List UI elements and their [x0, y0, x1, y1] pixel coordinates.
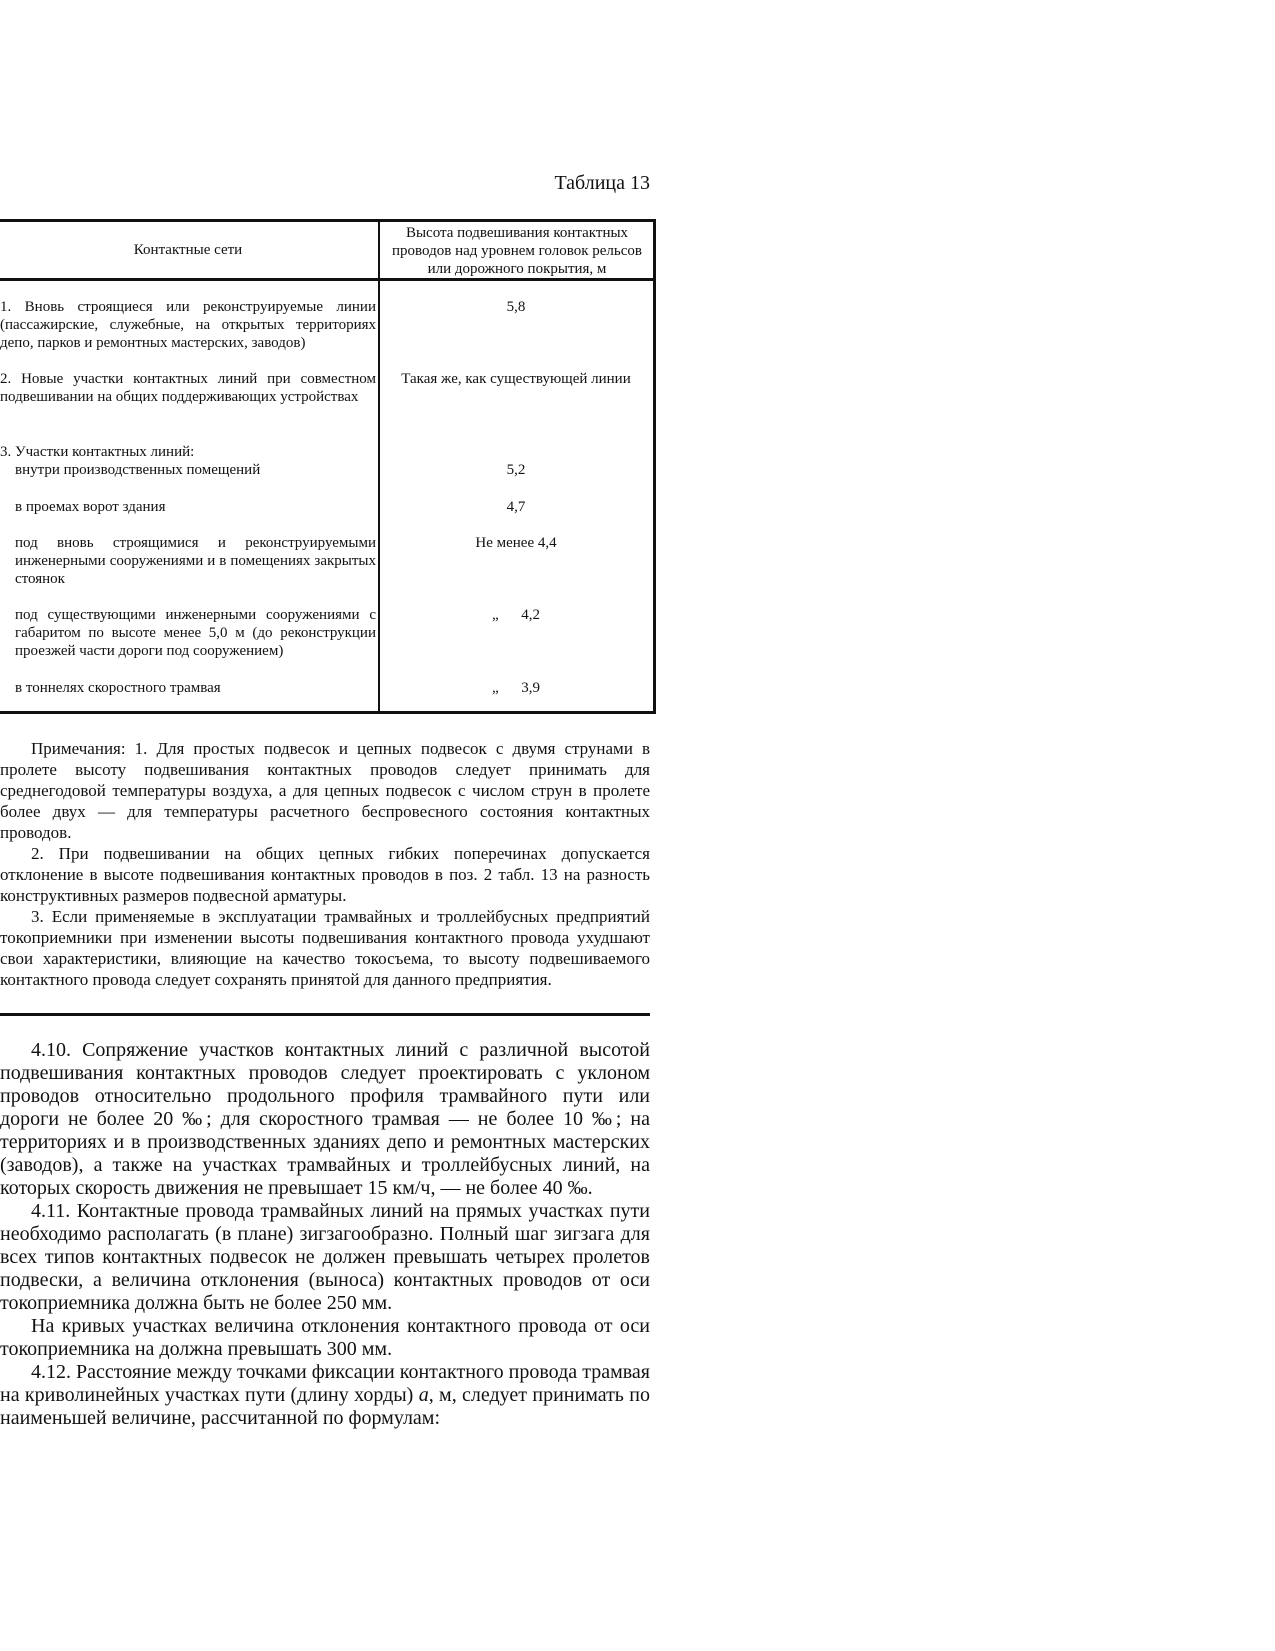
header-left: Контактные сети: [133, 242, 243, 258]
note-1: Примечания: 1. Для простых подвесок и цепных подвесок с двумя струнами в пролете высоту подвешивания контактных проводов следует принимать для среднегодовой температуры воздуха, а для цепных подвесок с числом струн в пролете более двух — для температуры расчетного беспровесного состояния контактных проводов.: [0, 739, 650, 842]
row-1-value: 5,8: [506, 299, 526, 315]
row-2-value: Такая же, как существующей линии: [401, 371, 631, 387]
notes-divider: [0, 1013, 650, 1016]
header-right: Высота подвешивания контактных проводов над уровнем головок рельсов или дорожного покрытия, м: [392, 225, 642, 277]
paragraph-4-12-end: , м, следует принимать по наименьшей величине, рассчитанной по формулам:: [0, 1384, 650, 1429]
table-13: [0, 219, 656, 714]
row-3a-value: 5,2: [506, 462, 526, 478]
row-3c-label: под вновь строящимися и реконструируемыми инженерными сооружениями и в помещениях закрытых стоянок: [15, 535, 376, 587]
paragraph-4-10: 4.10. Сопряжение участков контактных линий с различной высотой подвешивания контактных проводов следует проектировать с уклоном проводов относительно продольного профиля трамвайного пути или дороги не более 20 ‰; для скоростного трамвая — не более 10 ‰; на территориях и в производственных зданиях депо и ремонтных мастерских (заводов), а также на участках трамвайных и троллейбусных линий, на которых скорость движения не превышает 15 км/ч, — не более 40 ‰.: [0, 1039, 650, 1199]
column-divider: [378, 222, 380, 711]
row-2-label: 2. Новые участки контактных линий при совместном подвешивании на общих поддерживающих устройствах: [0, 371, 376, 405]
note-3: 3. Если применяемые в эксплуатации трамвайных и троллейбусных предприятий токоприемники при изменении высоты подвешивания контактного провода ухудшают свои характеристики, влияющие на качество токосъема, то высоту подвешиваемого контактного провода следует сохранять принятой для данного предприятия.: [0, 907, 650, 989]
paragraph-4-12-start: 4.12. Расстояние между точками фиксации контактного провода трамвая на криволинейных участках пути (длину хорды): [0, 1361, 650, 1406]
row-3-label: 3. Участки контактных линий:: [0, 444, 195, 460]
paragraph-4-11: 4.11. Контактные провода трамвайных линий на прямых участках пути необходимо располагать (в плане) зигзагообразно. Полный шаг зигзага для всех типов контактных подвесок не должен превышать четырех пролетов подвески, а величина отклонения (выноса) контактных проводов от оси токоприемника должна быть не более 250 мм.: [0, 1200, 650, 1314]
note-2: 2. При подвешивании на общих цепных гибких поперечинах допускается отклонение в высоте подвешивания контактных проводов в поз. 2 табл. 13 на разность конструктивных размеров подвесной арматуры.: [0, 844, 650, 905]
row-3b-value: 4,7: [506, 499, 526, 515]
row-3b-label: в проемах ворот здания: [15, 499, 166, 515]
paragraph-4-12: [0, 1361, 650, 1430]
row-3c-value: Не менее 4,4: [475, 535, 557, 551]
row-3e-value: „ 3,9: [492, 680, 540, 696]
row-3d-label: под существующими инженерными сооружениями с габаритом по высоте менее 5,0 м (до реконструкции проезжей части дороги под сооружением): [15, 607, 376, 659]
table-caption: Таблица 13: [554, 172, 650, 194]
header-divider: [0, 278, 653, 281]
paragraph-curves: На кривых участках величина отклонения контактного провода от оси токоприемника на должна превышать 300 мм.: [0, 1315, 650, 1360]
row-1-label: 1. Вновь строящиеся или реконструируемые линии (пассажирские, служебные, на открытых территориях депо, парков и ремонтных мастерских, заводов): [0, 299, 376, 351]
row-3d-value: „ 4,2: [492, 607, 540, 623]
row-3e-label: в тоннелях скоростного трамвая: [15, 680, 221, 696]
row-3a-label: внутри производственных помещений: [15, 462, 261, 478]
body-text: [0, 1039, 650, 1430]
table-notes: [0, 738, 650, 990]
chord-variable: a: [418, 1384, 429, 1406]
